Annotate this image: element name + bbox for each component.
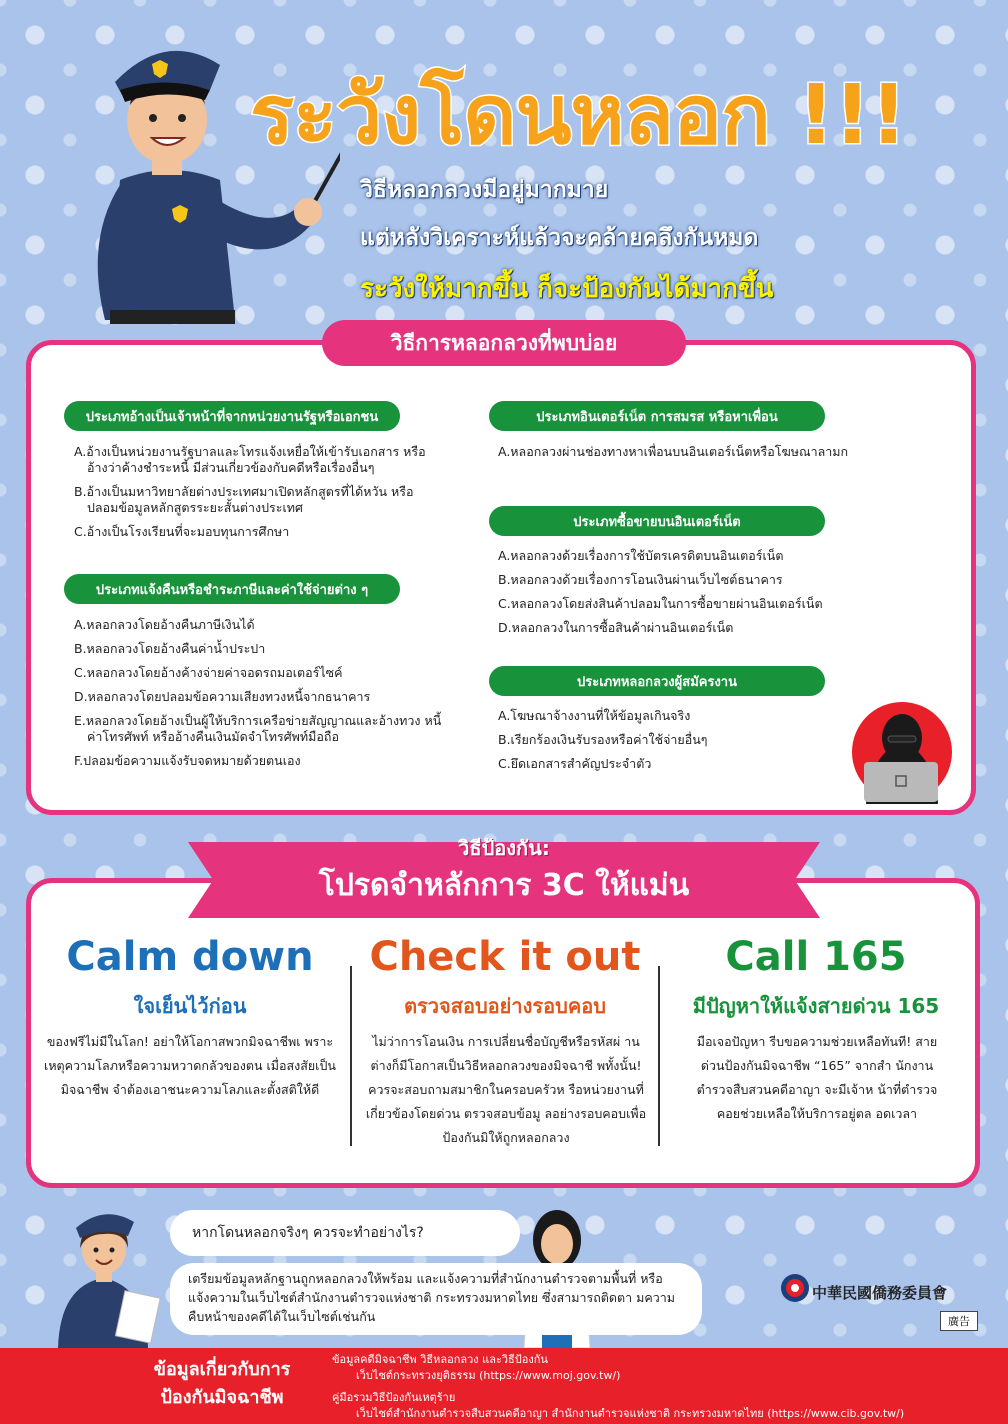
category-job-scam-list <box>498 708 828 780</box>
subtitle-line-1: วิธีหลอกลวงมีอยู่มากมาย <box>360 177 609 203</box>
org-name: 中華民國僑務委員會 <box>812 1284 948 1302</box>
org-emblem-icon <box>780 1273 810 1303</box>
footer-title: ข้อมูลเกี่ยวกับการป้องกันมิจฉาชีพ <box>153 1359 291 1408</box>
call-165-heading: Call 165 <box>725 934 907 980</box>
list-item: E.หลอกลวงโดยอ้างเป็นผู้ให้บริการเครือข่ายสัญญาณและอ้างทวง หนี้ค่าโทรศัพท์ หรืออ้างคืนเงินมัดจำโทรศัพท์มือถือ <box>74 713 442 744</box>
category-tax-refund: ประเภทแจ้งคืนหรือชำระภาษีและค่าใช้จ่ายต่าง ๆ <box>64 574 400 604</box>
list-item: A.อ้างเป็นหน่วยงานรัฐบาลและโทรแจ้งเหยื่อให้เข้ารับเอกสาร หรืออ้างว่าค้างชำระหนี้ มีส่วนเกี่ยวข้องกับคดีหรือเรื่องอื่นๆ <box>74 444 426 475</box>
list-item: A.หลอกลวงโดยอ้างคืนภาษีเงินได้ <box>74 617 255 632</box>
subtitle-line-2: แต่หลังวิเคราะห์แล้วจะคล้ายคลึงกันหมด <box>360 225 759 251</box>
category-official-impersonation-list <box>74 444 434 548</box>
question-bubble: หากโดนหลอกจริงๆ ควรจะทำอย่างไร? <box>170 1210 520 1256</box>
main-title: ระวังโดนหลอก !!! <box>250 68 907 163</box>
calm-down-subheading: ใจเย็นไว้ก่อน <box>133 994 247 1018</box>
category-tax-refund-list <box>74 617 454 777</box>
common-scams-title: วิธีการหลอกลวงที่พบบ่อย <box>322 320 686 366</box>
calm-down-heading: Calm down <box>66 934 314 980</box>
list-item: B.หลอกลวงด้วยเรื่องการโอนเงินผ่านเว็บไซต์ธนาคาร <box>498 572 783 587</box>
category-internet-dating: ประเภทอินเตอร์เน็ต การสมรส หรือหาเพื่อน <box>489 401 825 431</box>
calm-down-text: ของฟรีไม่มีในโลก! อย่าให้โอกาสพวกมิจฉาชีพเ พราะเหตุความโลภหรือความหวาดกลัวของตน เมื่อสงสัยเป็นมิจฉาชีพ จำต้องเอาชนะความโลภและตั้งสติให้ดี <box>44 1034 336 1097</box>
prevention-label: วิธีป้องกัน: <box>458 836 550 860</box>
list-item: A.หลอกลวงผ่านช่องทางหาเพื่อนบนอินเตอร์เน็ตหรือโฆษณาลามก <box>498 444 849 459</box>
list-item: B.เรียกร้องเงินรับรองหรือค่าใช้จ่ายอื่นๆ <box>498 732 708 747</box>
list-item: C.ยึดเอกสารสำคัญประจำตัว <box>498 756 652 771</box>
policewoman-illustration <box>48 1206 168 1348</box>
list-item: D.หลอกลวงโดยปลอมข้อความเสียงทวงหนี้จากธนาคาร <box>74 689 371 704</box>
list-item: B.อ้างเป็นมหาวิทยาลัยต่างประเทศมาเปิดหลักสูตรที่ได้หวัน หรือปลอมข้อมูลหลักสูตรระยะสั้นต่างประเทศ <box>74 484 414 515</box>
prevention-title: โปรดจำหลักการ 3C ให้แม่น <box>318 868 690 903</box>
reference-1-link[interactable]: เว็บไซต์กระทรวงยุติธรรม (https://www.moj.gov.tw/) <box>356 1369 621 1382</box>
reference-2-link[interactable]: เว็บไซต์สำนักงานตำรวจสืบสวนคดีอาญา สำนักงานตำรวจแห่งชาติ กระทรวงมหาดไทย (https://www.cib.gov.tw/) <box>356 1407 905 1420</box>
subtitle-highlight: ระวังให้มากขึ้น ก็จะป้องกันได้มากขึ้น <box>360 274 774 304</box>
list-item: F.ปลอมข้อความแจ้งรับจดหมายด้วยตนเอง <box>74 753 301 768</box>
list-item: B.หลอกลวงโดยอ้างคืนค่าน้ำประปา <box>74 641 266 656</box>
check-it-out-heading: Check it out <box>369 934 641 980</box>
column-divider <box>350 966 352 1146</box>
ad-label: 廣告 <box>940 1311 978 1331</box>
hacker-icon <box>846 700 958 804</box>
category-job-scam: ประเภทหลอกลวงผู้สมัครงาน <box>489 666 825 696</box>
category-online-shopping: ประเภทซื้อขายบนอินเตอร์เน็ต <box>489 506 825 536</box>
category-online-shopping-list <box>498 548 898 644</box>
category-internet-dating-list <box>498 444 898 468</box>
check-it-out-text: ไม่ว่าการโอนเงิน การเปลี่ยนชื่อบัญชีหรือรหัสผ่ าน ต่างก็มีโอกาสเป็นวิธีหลอกลวงของมิจฉาชี พทั้งนั้น! ควรจะสอบถามสมาชิกในครอบครัวห รือหน่วยงานที่เกี่ยวข้องโดยด่วน ตรวจสอบข้อมู ลอย่างรอบคอบเพื่อป้องกันมิให้ถูกหลอกลวง <box>365 1034 647 1145</box>
category-official-impersonation: ประเภทอ้างเป็นเจ้าหน้าที่จากหน่วยงานรัฐหรือเอกชน <box>64 401 400 431</box>
list-item: C.หลอกลวงโดยอ้างค้างจ่ายค่าจอดรถมอเตอร์ไซค์ <box>74 665 343 680</box>
list-item: A.หลอกลวงด้วยเรื่องการใช้บัตรเครดิตบนอินเตอร์เน็ต <box>498 548 784 563</box>
column-divider <box>658 966 660 1146</box>
call-165-text: มือเจอปัญหา รีบขอความช่วยเหลือทันที! สายด่วนป้องกันมิจฉาชีพ “165” จากสำ นักงานตำรวจสืบสวนคดีอาญา จะมีเจ้าห น้าที่ตำรวจคอยช่วยเหลือให้บริการอยู่ตล อดเวลา <box>696 1034 938 1121</box>
check-it-out-subheading: ตรวจสอบอย่างรอบคอบ <box>404 994 606 1018</box>
list-item: C.หลอกลวงโดยส่งสินค้าปลอมในการซื้อขายผ่านอินเตอร์เน็ต <box>498 596 823 611</box>
reference-2-title: คู่มือรวมวิธีป้องกันเหตุร้าย <box>332 1391 456 1404</box>
list-item: A.โฆษณาจ้างงานที่ให้ข้อมูลเกินจริง <box>498 708 691 723</box>
answer-bubble: เตรียมข้อมูลหลักฐานถูกหลอกลวงให้พร้อม และแจ้งความที่สำนักงานตำรวจตามพื้นที่ หรือแจ้งความในเว็บไซต์สำนักงานตำรวจแห่งชาติ กระทรวงมหาดไทย ซึ่งสามารถติดตา มความคืบหน้าของคดีได้ในเว็บไซต์เช่นกัน <box>170 1263 702 1335</box>
reference-1-title: ข้อมูลคดีมิจฉาชีพ วิธีหลอกลวง และวิธีป้องกัน <box>332 1353 548 1366</box>
list-item: C.อ้างเป็นโรงเรียนที่จะมอบทุนการศึกษา <box>74 524 290 539</box>
call-165-subheading: มีปัญหาให้แจ้งสายด่วน 165 <box>692 994 940 1018</box>
list-item: D.หลอกลวงในการซื้อสินค้าผ่านอินเตอร์เน็ต <box>498 620 734 635</box>
